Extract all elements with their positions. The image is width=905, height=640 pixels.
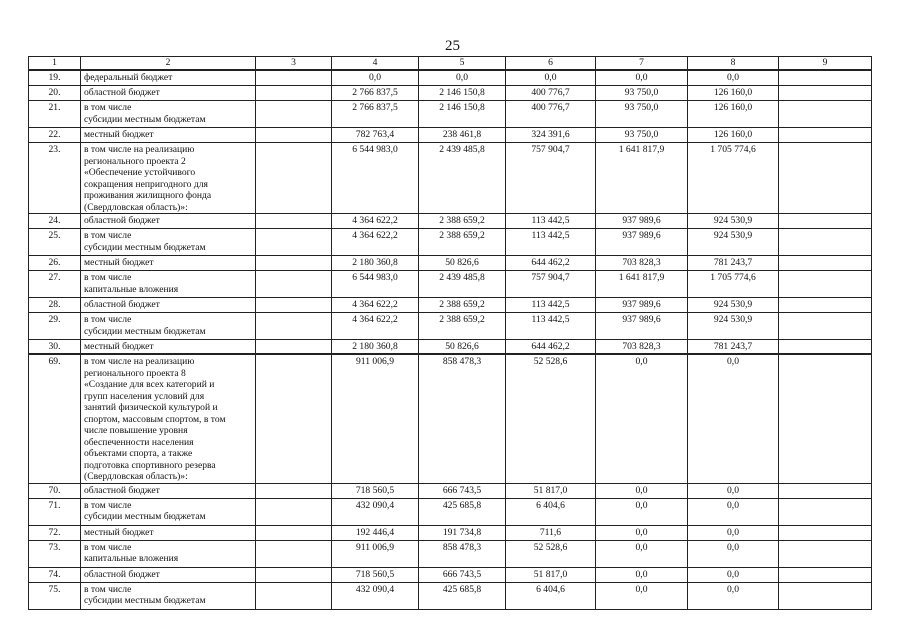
row-label: в том числе на реализацию регионального проекта 8 «Создание для всех категорий и групп населения условий для занятий физической культурой и спортом, массовым спортом, в том числе повышение уровня обеспеченности населения объектами спорта, а также подготовка спортивного резерва (Свердловская область)»:	[81, 354, 256, 483]
row-number: 75.	[29, 582, 81, 609]
col-7-cell: 93 750,0	[596, 128, 688, 143]
col-3-cell	[256, 214, 332, 229]
col-8-cell: 781 243,7	[688, 256, 779, 271]
col-5-cell: 2 439 485,8	[419, 271, 506, 298]
col-3-cell	[256, 256, 332, 271]
col-5-cell: 2 146 150,8	[419, 86, 506, 101]
col-7-cell: 0,0	[596, 582, 688, 609]
col-3-cell	[256, 354, 332, 483]
col-9-cell	[779, 354, 872, 483]
col-7-cell: 703 828,3	[596, 340, 688, 355]
col-9-cell	[779, 313, 872, 340]
col-4-cell: 0,0	[332, 70, 419, 86]
col-7-cell: 93 750,0	[596, 101, 688, 128]
col-9-cell	[779, 143, 872, 214]
col-9-cell	[779, 540, 872, 567]
row-number: 26.	[29, 256, 81, 271]
col-8-cell: 924 530,9	[688, 214, 779, 229]
col-8-cell: 924 530,9	[688, 229, 779, 256]
col-6-cell: 6 404,6	[506, 498, 596, 525]
col-7-cell: 0,0	[596, 567, 688, 582]
col-4-cell: 192 446,4	[332, 525, 419, 540]
col-5-cell: 425 685,8	[419, 582, 506, 609]
row-number: 22.	[29, 128, 81, 143]
col-3-cell	[256, 271, 332, 298]
col-8-cell: 0,0	[688, 483, 779, 498]
col-3-cell	[256, 498, 332, 525]
col-6-cell: 0,0	[506, 70, 596, 86]
col-6-cell: 757 904,7	[506, 143, 596, 214]
col-5-cell: 858 478,3	[419, 354, 506, 483]
col-4-cell: 4 364 622,2	[332, 229, 419, 256]
row-label: в том числе на реализацию регионального проекта 2 «Обеспечение устойчивого сокращения непригодного для проживания жилищного фонда (Свердловская область)»:	[81, 143, 256, 214]
table-row	[29, 256, 872, 271]
col-7-cell: 937 989,6	[596, 313, 688, 340]
column-header: 3	[256, 57, 332, 71]
col-5-cell: 858 478,3	[419, 540, 506, 567]
col-8-cell: 126 160,0	[688, 101, 779, 128]
col-4-cell: 782 763,4	[332, 128, 419, 143]
col-8-cell: 126 160,0	[688, 128, 779, 143]
row-label: местный бюджет	[81, 128, 256, 143]
row-number: 23.	[29, 143, 81, 214]
col-5-cell: 666 743,5	[419, 483, 506, 498]
column-header: 9	[779, 57, 872, 71]
budget-table-bottom	[28, 353, 872, 610]
col-9-cell	[779, 525, 872, 540]
row-label: областной бюджет	[81, 214, 256, 229]
row-number: 72.	[29, 525, 81, 540]
table-row	[29, 229, 872, 256]
row-number: 71.	[29, 498, 81, 525]
column-header: 6	[506, 57, 596, 71]
col-5-cell: 0,0	[419, 70, 506, 86]
col-7-cell: 937 989,6	[596, 298, 688, 313]
col-9-cell	[779, 256, 872, 271]
col-7-cell: 1 641 817,9	[596, 271, 688, 298]
column-header: 5	[419, 57, 506, 71]
col-3-cell	[256, 101, 332, 128]
col-4-cell: 4 364 622,2	[332, 214, 419, 229]
table-row	[29, 483, 872, 498]
row-number: 24.	[29, 214, 81, 229]
col-5-cell: 2 388 659,2	[419, 229, 506, 256]
row-number: 74.	[29, 567, 81, 582]
col-6-cell: 52 528,6	[506, 354, 596, 483]
col-4-cell: 911 006,9	[332, 354, 419, 483]
col-4-cell: 4 364 622,2	[332, 298, 419, 313]
col-8-cell: 924 530,9	[688, 313, 779, 340]
col-4-cell: 911 006,9	[332, 540, 419, 567]
col-6-cell: 324 391,6	[506, 128, 596, 143]
col-5-cell: 425 685,8	[419, 498, 506, 525]
col-4-cell: 432 090,4	[332, 498, 419, 525]
col-9-cell	[779, 229, 872, 256]
col-8-cell: 1 705 774,6	[688, 143, 779, 214]
col-6-cell: 113 442,5	[506, 313, 596, 340]
col-9-cell	[779, 70, 872, 86]
row-label: в том числе капитальные вложения	[81, 271, 256, 298]
col-4-cell: 4 364 622,2	[332, 313, 419, 340]
table-row	[29, 214, 872, 229]
row-label: областной бюджет	[81, 483, 256, 498]
row-number: 27.	[29, 271, 81, 298]
col-4-cell: 2 766 837,5	[332, 101, 419, 128]
col-8-cell: 924 530,9	[688, 298, 779, 313]
col-3-cell	[256, 70, 332, 86]
col-4-cell: 2 766 837,5	[332, 86, 419, 101]
col-6-cell: 51 817,0	[506, 483, 596, 498]
col-3-cell	[256, 86, 332, 101]
col-4-cell: 718 560,5	[332, 567, 419, 582]
row-label: областной бюджет	[81, 567, 256, 582]
col-4-cell: 2 180 360,8	[332, 256, 419, 271]
col-3-cell	[256, 582, 332, 609]
col-9-cell	[779, 483, 872, 498]
row-number: 30.	[29, 340, 81, 355]
row-label: в том числе субсидии местным бюджетам	[81, 313, 256, 340]
table-row	[29, 143, 872, 214]
row-number: 21.	[29, 101, 81, 128]
col-6-cell: 757 904,7	[506, 271, 596, 298]
table-row	[29, 271, 872, 298]
col-3-cell	[256, 298, 332, 313]
col-6-cell: 711,6	[506, 525, 596, 540]
column-header: 4	[332, 57, 419, 71]
col-3-cell	[256, 540, 332, 567]
table-row	[29, 540, 872, 567]
col-9-cell	[779, 498, 872, 525]
col-7-cell: 0,0	[596, 483, 688, 498]
col-9-cell	[779, 86, 872, 101]
col-7-cell: 1 641 817,9	[596, 143, 688, 214]
col-6-cell: 113 442,5	[506, 298, 596, 313]
col-7-cell: 93 750,0	[596, 86, 688, 101]
col-8-cell: 781 243,7	[688, 340, 779, 355]
col-5-cell: 191 734,8	[419, 525, 506, 540]
row-label: в том числе субсидии местным бюджетам	[81, 498, 256, 525]
col-5-cell: 238 461,8	[419, 128, 506, 143]
budget-table-top	[28, 56, 872, 355]
col-9-cell	[779, 582, 872, 609]
row-label: федеральный бюджет	[81, 70, 256, 86]
col-7-cell: 937 989,6	[596, 214, 688, 229]
col-5-cell: 50 826,6	[419, 340, 506, 355]
col-5-cell: 2 388 659,2	[419, 298, 506, 313]
row-number: 19.	[29, 70, 81, 86]
col-9-cell	[779, 128, 872, 143]
row-number: 69.	[29, 354, 81, 483]
col-6-cell: 644 462,2	[506, 340, 596, 355]
row-label: местный бюджет	[81, 525, 256, 540]
col-4-cell: 6 544 983,0	[332, 143, 419, 214]
col-4-cell: 6 544 983,0	[332, 271, 419, 298]
col-8-cell: 0,0	[688, 70, 779, 86]
col-8-cell: 0,0	[688, 498, 779, 525]
col-7-cell: 937 989,6	[596, 229, 688, 256]
col-5-cell: 50 826,6	[419, 256, 506, 271]
column-header: 1	[29, 57, 81, 71]
row-label: в том числе капитальные вложения	[81, 540, 256, 567]
column-header: 2	[81, 57, 256, 71]
row-label: в том числе субсидии местным бюджетам	[81, 582, 256, 609]
row-number: 20.	[29, 86, 81, 101]
col-7-cell: 0,0	[596, 70, 688, 86]
col-3-cell	[256, 567, 332, 582]
col-7-cell: 0,0	[596, 525, 688, 540]
header-row	[29, 57, 872, 71]
col-6-cell: 644 462,2	[506, 256, 596, 271]
table-row	[29, 582, 872, 609]
col-9-cell	[779, 101, 872, 128]
col-8-cell: 0,0	[688, 540, 779, 567]
col-3-cell	[256, 483, 332, 498]
col-3-cell	[256, 128, 332, 143]
col-8-cell: 126 160,0	[688, 86, 779, 101]
row-number: 73.	[29, 540, 81, 567]
col-3-cell	[256, 313, 332, 340]
row-number: 70.	[29, 483, 81, 498]
page-number: 25	[445, 38, 460, 54]
col-7-cell: 703 828,3	[596, 256, 688, 271]
col-6-cell: 113 442,5	[506, 229, 596, 256]
col-8-cell: 0,0	[688, 582, 779, 609]
row-number: 28.	[29, 298, 81, 313]
col-6-cell: 52 528,6	[506, 540, 596, 567]
col-3-cell	[256, 229, 332, 256]
table-row	[29, 101, 872, 128]
column-header: 7	[596, 57, 688, 71]
col-6-cell: 113 442,5	[506, 214, 596, 229]
table-row	[29, 354, 872, 483]
col-8-cell: 0,0	[688, 525, 779, 540]
col-5-cell: 666 743,5	[419, 567, 506, 582]
col-8-cell: 0,0	[688, 354, 779, 483]
table-row	[29, 298, 872, 313]
col-6-cell: 400 776,7	[506, 101, 596, 128]
col-8-cell: 1 705 774,6	[688, 271, 779, 298]
col-5-cell: 2 388 659,2	[419, 313, 506, 340]
col-9-cell	[779, 298, 872, 313]
col-9-cell	[779, 567, 872, 582]
row-number: 29.	[29, 313, 81, 340]
table-row	[29, 525, 872, 540]
row-label: областной бюджет	[81, 86, 256, 101]
col-8-cell: 0,0	[688, 567, 779, 582]
col-9-cell	[779, 214, 872, 229]
row-label: в том числе субсидии местным бюджетам	[81, 101, 256, 128]
col-6-cell: 400 776,7	[506, 86, 596, 101]
col-4-cell: 718 560,5	[332, 483, 419, 498]
col-4-cell: 432 090,4	[332, 582, 419, 609]
col-7-cell: 0,0	[596, 540, 688, 567]
col-6-cell: 6 404,6	[506, 582, 596, 609]
table-row	[29, 70, 872, 86]
col-5-cell: 2 439 485,8	[419, 143, 506, 214]
col-4-cell: 2 180 360,8	[332, 340, 419, 355]
col-7-cell: 0,0	[596, 354, 688, 483]
row-label: в том числе субсидии местным бюджетам	[81, 229, 256, 256]
col-5-cell: 2 146 150,8	[419, 101, 506, 128]
column-header: 8	[688, 57, 779, 71]
table-row	[29, 498, 872, 525]
row-label: местный бюджет	[81, 340, 256, 355]
row-label: областной бюджет	[81, 298, 256, 313]
col-6-cell: 51 817,0	[506, 567, 596, 582]
table-row	[29, 128, 872, 143]
col-7-cell: 0,0	[596, 498, 688, 525]
col-5-cell: 2 388 659,2	[419, 214, 506, 229]
col-3-cell	[256, 143, 332, 214]
row-label: местный бюджет	[81, 256, 256, 271]
table-row	[29, 567, 872, 582]
row-number: 25.	[29, 229, 81, 256]
col-3-cell	[256, 525, 332, 540]
table-row	[29, 313, 872, 340]
col-9-cell	[779, 271, 872, 298]
table-row	[29, 86, 872, 101]
